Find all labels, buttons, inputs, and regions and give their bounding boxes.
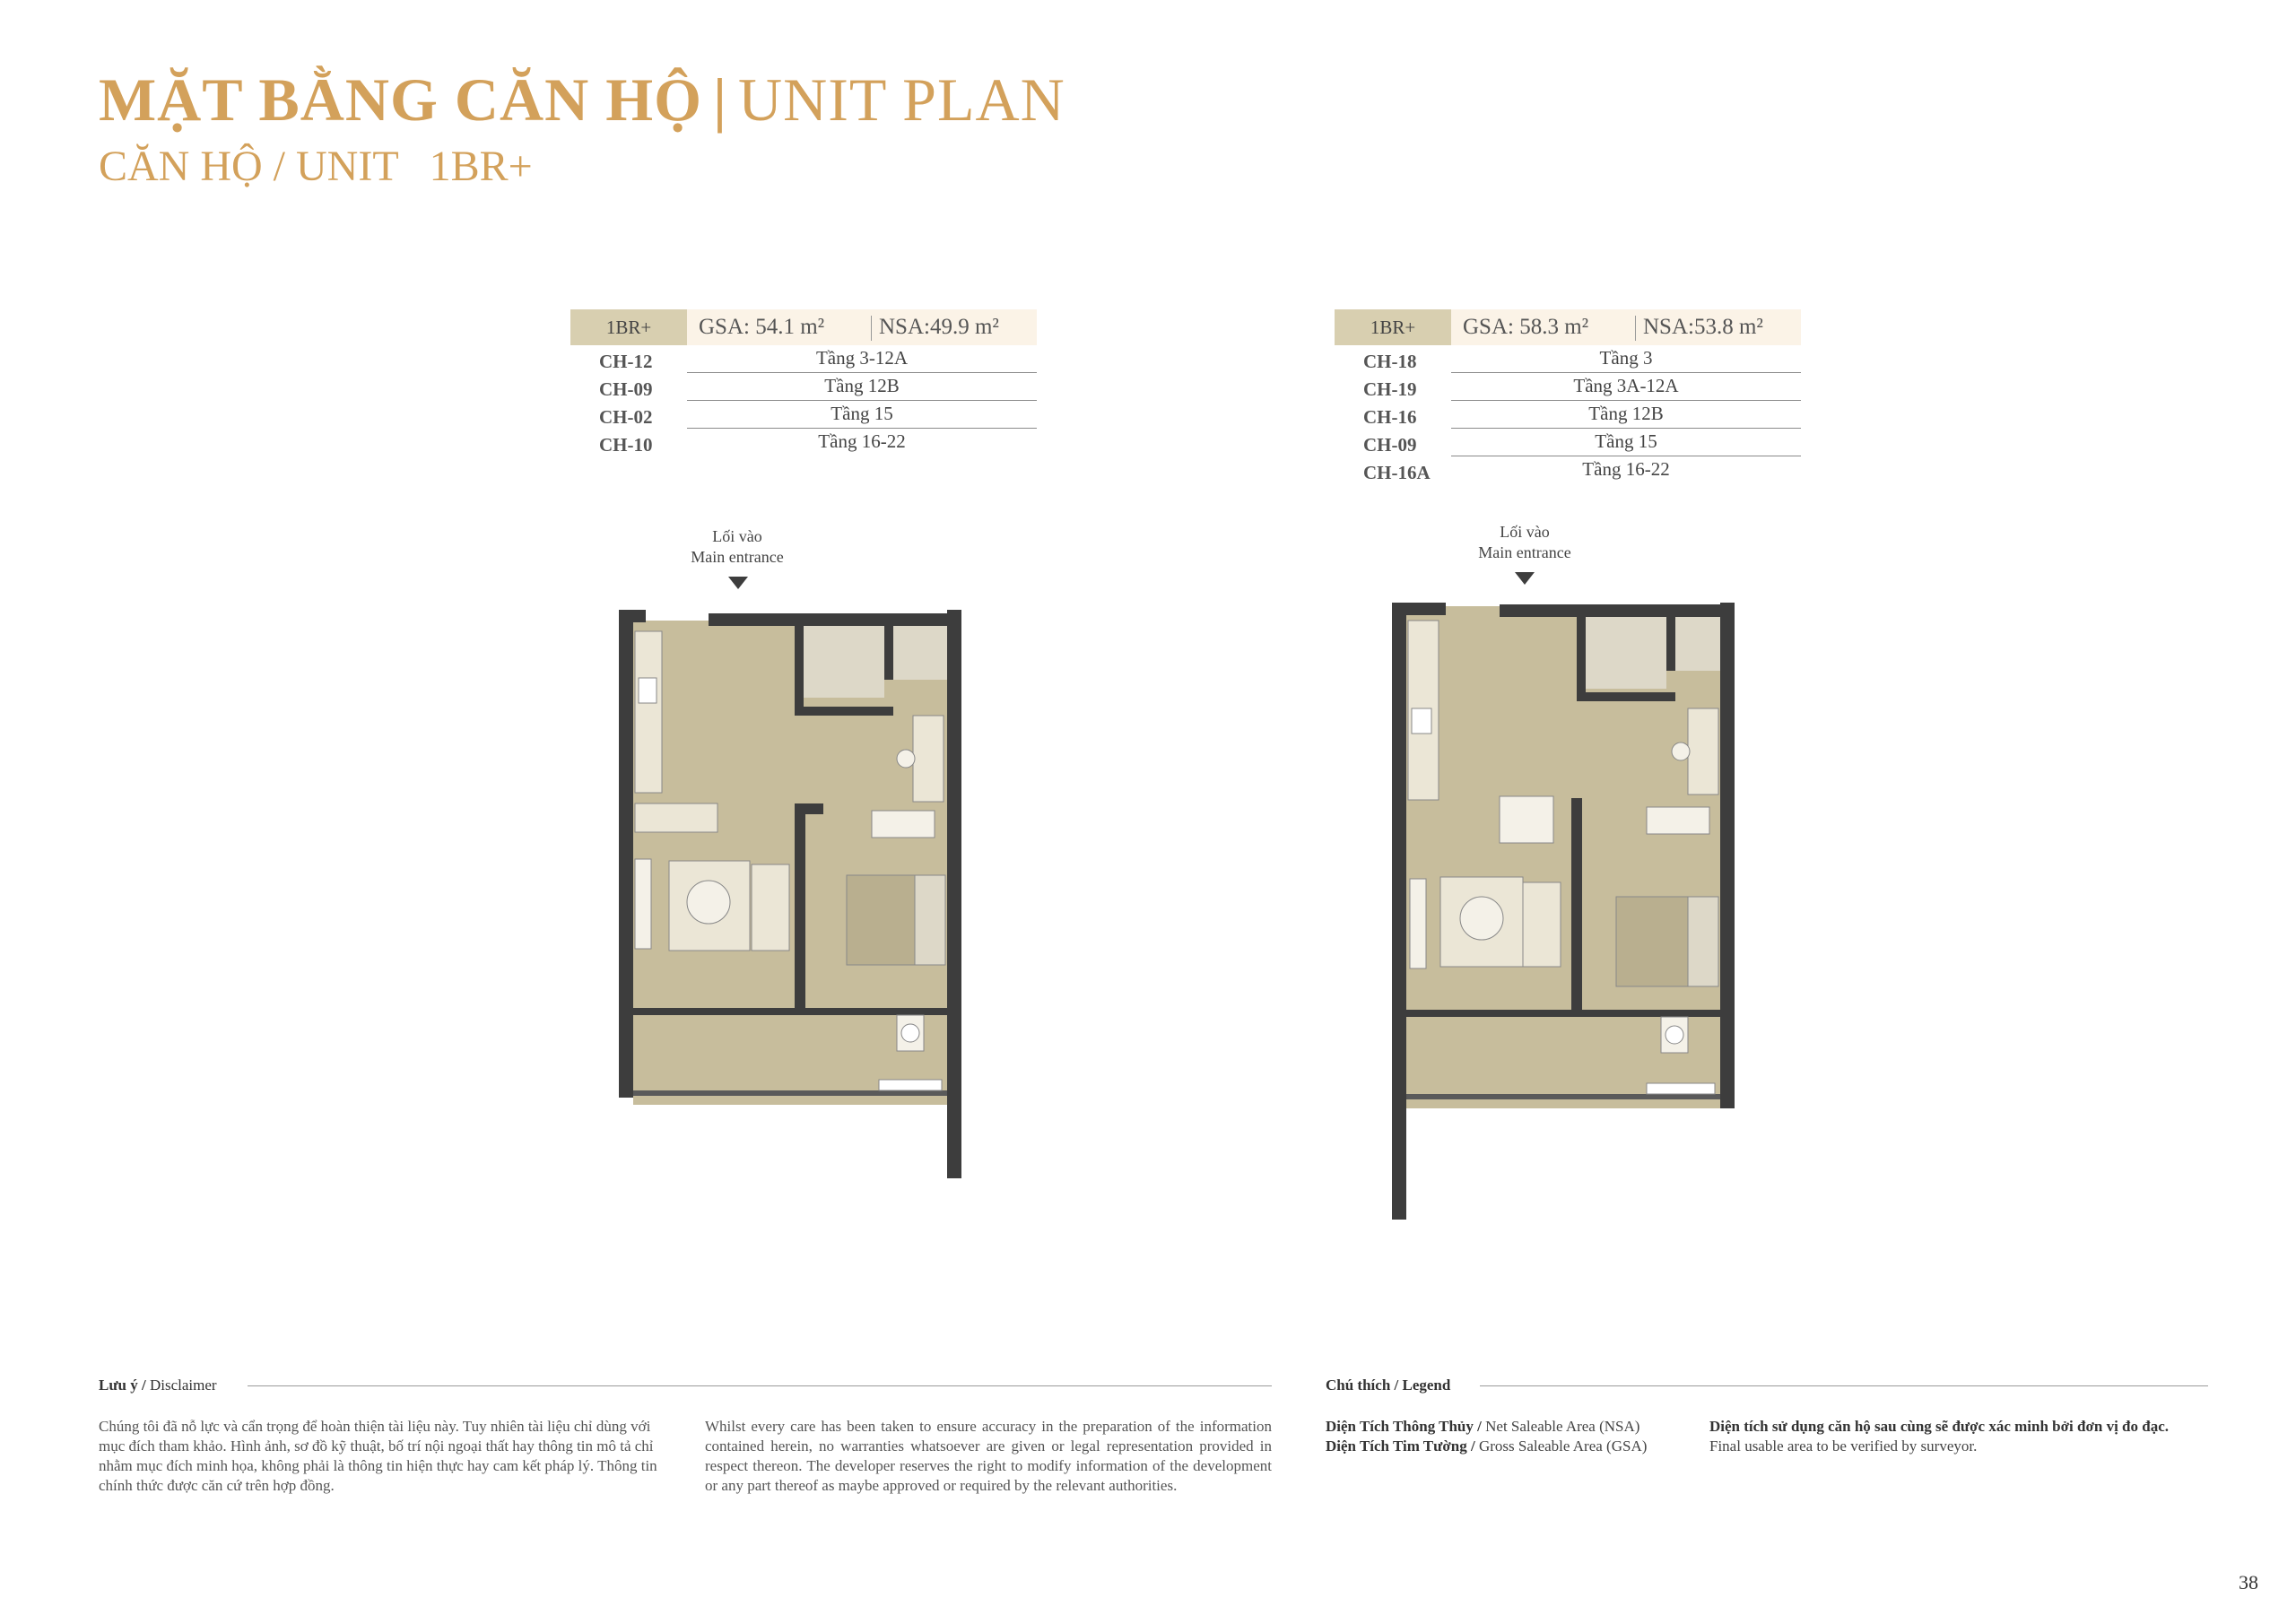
unit-info-header	[570, 309, 1037, 345]
unit-code: CH-16	[1363, 406, 1417, 428]
entrance-label-vn: Lối vào	[1500, 523, 1550, 541]
disclaimer-label-vn: Lưu ý /	[99, 1376, 146, 1394]
floor-plan-drawing	[619, 606, 969, 1180]
unit-code: CH-09	[1363, 434, 1417, 456]
unit-code: CH-19	[1363, 378, 1417, 400]
unit-floor: Tầng 3A-12A	[1573, 375, 1679, 396]
unit-row	[570, 345, 1037, 373]
disclaimer-heading	[99, 1376, 217, 1394]
unit-row	[570, 429, 1037, 456]
unit-code: CH-09	[599, 378, 653, 400]
page-title	[99, 65, 1065, 135]
page-number: 38	[2239, 1571, 2258, 1594]
title-separator: |	[713, 65, 727, 134]
unit-floor: Tầng 12B	[1588, 403, 1664, 424]
legend-nsa-vn: Diện Tích Thông Thủy /	[1326, 1418, 1482, 1435]
disclaimer-label-en: Disclaimer	[149, 1376, 217, 1394]
floor-plan-drawing	[1392, 592, 1742, 1220]
unit-row	[1335, 456, 1801, 484]
legend-note-vn	[1709, 1417, 2169, 1437]
unit-row	[570, 373, 1037, 401]
unit-info-table-2	[1335, 309, 1801, 484]
unit-code: CH-02	[599, 406, 653, 428]
legend-heading	[1326, 1376, 1450, 1394]
subtitle-label: CĂN HỘ / UNIT	[99, 143, 399, 190]
unit-row	[570, 401, 1037, 429]
entrance-arrow-icon	[728, 577, 748, 589]
legend-gsa	[1326, 1437, 1647, 1456]
entrance-label-1	[648, 526, 827, 568]
title-en: UNIT PLAN	[737, 65, 1065, 134]
nsa-value: NSA:53.8 m²	[1643, 315, 1763, 339]
unit-row	[1335, 373, 1801, 401]
unit-type-tag: 1BR+	[570, 309, 687, 345]
title-vn: MẶT BẰNG CĂN HỘ	[99, 65, 702, 134]
unit-info-table-1	[570, 309, 1037, 456]
unit-code: CH-16A	[1363, 462, 1431, 483]
unit-row	[1335, 429, 1801, 456]
disclaimer-text-vn: Chúng tôi đã nỗ lực và cẩn trọng để hoàn thiện tài liệu này. Tuy nhiên tài liệu chỉ dùng với mục đích tham khảo. Hình ảnh, sơ đồ kỹ thuật, bố trí nội ngoại thất hay thông tin mô tả chỉ nhằm mục đích minh họa, không phải là thông tin hiện thực hay cam kết pháp lý. Thông tin chính thức được căn cứ trên hợp đồng.	[99, 1418, 657, 1494]
entrance-label-2	[1435, 522, 1614, 563]
unit-code: CH-12	[599, 351, 653, 372]
gsa-value: GSA: 58.3 m²	[1463, 315, 1589, 339]
unit-row	[1335, 345, 1801, 373]
entrance-label-en: Main entrance	[691, 548, 784, 566]
unit-floor: Tầng 12B	[824, 375, 900, 396]
disclaimer-rule	[248, 1385, 1272, 1386]
unit-code: CH-10	[599, 434, 653, 456]
header-divider	[871, 316, 872, 341]
unit-floor: Tầng 3-12A	[815, 347, 909, 369]
unit-type: 1BR+	[429, 143, 533, 190]
unit-info-header	[1335, 309, 1801, 345]
nsa-value: NSA:49.9 m²	[879, 315, 999, 339]
legend-nsa	[1326, 1417, 1639, 1437]
unit-row	[1335, 401, 1801, 429]
legend-nsa-en: Net Saleable Area (NSA)	[1485, 1418, 1640, 1435]
legend-gsa-vn: Diện Tích Tim Tường /	[1326, 1437, 1475, 1455]
unit-floor: Tầng 15	[1595, 430, 1657, 452]
legend-note-en: Final usable area to be verified by surveyor.	[1709, 1437, 1978, 1455]
entrance-label-vn: Lối vào	[712, 527, 762, 545]
disclaimer-text-en: Whilst every care has been taken to ensure accuracy in the preparation of the information contained herein, no warranties whatsoever are given or legal representation provided in respect thereon. The developer reserves the right to modify information of the development or any part thereof as maybe approved or required by the relevant authorities.	[705, 1418, 1272, 1494]
unit-floor: Tầng 16-22	[818, 430, 906, 452]
floor-plan-2	[1392, 592, 1742, 1220]
unit-floor: Tầng 3	[1599, 347, 1653, 369]
floor-plan-1	[619, 606, 969, 1180]
page-subtitle	[99, 142, 533, 191]
legend-rule	[1480, 1385, 2208, 1386]
unit-code: CH-18	[1363, 351, 1417, 372]
entrance-label-en: Main entrance	[1478, 543, 1571, 561]
legend-gsa-en: Gross Saleable Area (GSA)	[1478, 1437, 1648, 1455]
unit-floor: Tầng 16-22	[1582, 458, 1670, 480]
entrance-arrow-icon	[1515, 572, 1535, 585]
legend-note-vn-text: Diện tích sử dụng căn hộ sau cùng sẽ được xác minh bởi đơn vị đo đạc.	[1709, 1418, 2170, 1435]
legend-label-en: Legend	[1402, 1376, 1451, 1394]
gsa-value: GSA: 54.1 m²	[699, 315, 825, 339]
unit-floor: Tầng 15	[831, 403, 893, 424]
header-divider	[1635, 316, 1636, 341]
legend-label-vn: Chú thích /	[1326, 1376, 1399, 1394]
unit-type-tag: 1BR+	[1335, 309, 1451, 345]
